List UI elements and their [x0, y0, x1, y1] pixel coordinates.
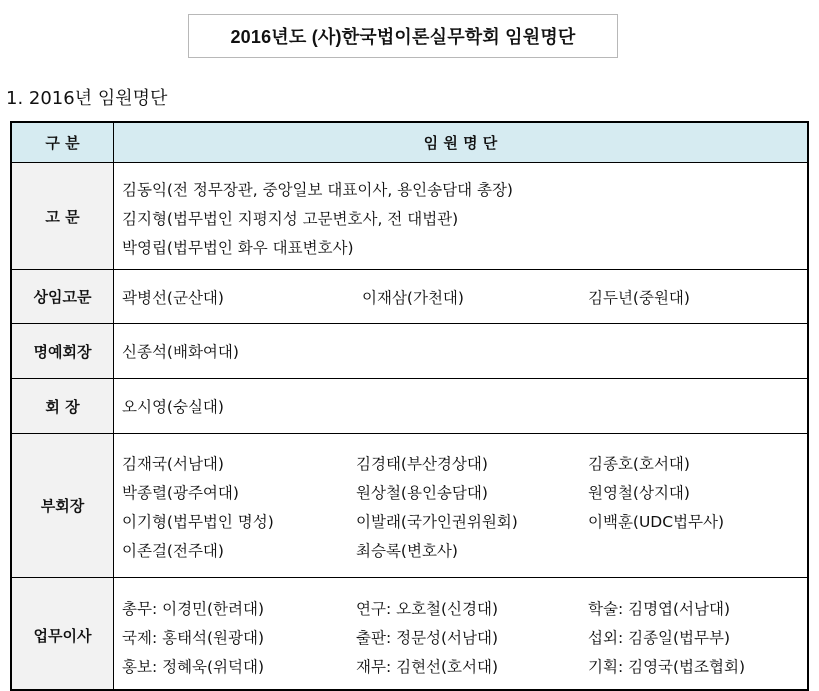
vice-president-name: 이발래(국가인권위원회): [356, 513, 518, 531]
director-entry: 섭외: 김종일(법무부): [588, 629, 731, 647]
table-row-advisors: [12, 163, 807, 270]
vice-president-name: 김경태(부산경상대): [356, 455, 488, 473]
table-row-standing-advisors: [12, 270, 807, 324]
advisor-name: 박영립(법무법인 화우 대표변호사): [122, 239, 354, 257]
header-content: 임 원 명 단: [114, 123, 807, 162]
director-entry: 재무: 김현선(호서대): [356, 658, 499, 676]
president-name: 오시영(숭실대): [122, 398, 224, 416]
table-row-honorary-president: [12, 324, 807, 379]
president-content: [114, 379, 807, 433]
vice-presidents-content: [114, 434, 807, 577]
header-category: 구 분: [12, 123, 114, 162]
honorary-president-content: [114, 324, 807, 378]
director-entry: 총무: 이경민(한려대): [122, 600, 265, 618]
category-president: 회 장: [12, 379, 114, 433]
table-row-directors: [12, 578, 807, 691]
director-entry: 출판: 정문성(서남대): [356, 629, 499, 647]
vice-president-name: 김재국(서남대): [122, 455, 224, 473]
director-entry: 기획: 김영국(법조협회): [588, 658, 746, 676]
table-row-vice-presidents: [12, 434, 807, 578]
vice-president-name: 최승록(변호사): [356, 542, 458, 560]
category-directors: 업무이사: [12, 578, 114, 691]
vice-president-name: 원상철(용인송담대): [356, 484, 488, 502]
section-title: 1. 2016년 임원명단: [6, 88, 168, 109]
vice-president-name: 이백훈(UDC법무사): [588, 513, 725, 531]
vice-president-name: 김종호(호서대): [588, 455, 690, 473]
honorary-president-name: 신종석(배화여대): [122, 343, 239, 361]
director-entry: 연구: 오호철(신경대): [356, 600, 499, 618]
directors-content: [114, 578, 807, 691]
table-row-president: [12, 379, 807, 434]
standing-advisor-name: 이재삼(가천대): [362, 289, 464, 307]
advisor-name: 김동익(전 정무장관, 중앙일보 대표이사, 용인송담대 총장): [122, 181, 513, 199]
director-entry: 국제: 홍태석(원광대): [122, 629, 265, 647]
director-entry: 홍보: 정혜욱(위덕대): [122, 658, 265, 676]
standing-advisor-name: 김두년(중원대): [588, 289, 690, 307]
document-title: 2016년도 (사)한국법이론실무학회 임원명단: [188, 14, 618, 58]
vice-president-name: 이존걸(전주대): [122, 542, 224, 560]
category-standing-advisors: 상임고문: [12, 270, 114, 323]
director-entry: 학술: 김명엽(서남대): [588, 600, 731, 618]
vice-president-name: 원영철(상지대): [588, 484, 690, 502]
advisor-name: 김지형(법무법인 지평지성 고문변호사, 전 대법관): [122, 210, 459, 228]
vice-president-name: 박종렬(광주여대): [122, 484, 239, 502]
officers-table: [10, 121, 809, 691]
standing-advisor-name: 곽병선(군산대): [122, 289, 224, 307]
category-advisors: 고 문: [12, 163, 114, 269]
standing-advisors-content: [114, 270, 807, 323]
vice-president-name: 이기형(법무법인 명성): [122, 513, 274, 531]
category-honorary-president: 명예회장: [12, 324, 114, 378]
category-vice-presidents: 부회장: [12, 434, 114, 577]
advisors-content: [114, 163, 807, 269]
table-header-row: [12, 123, 807, 163]
